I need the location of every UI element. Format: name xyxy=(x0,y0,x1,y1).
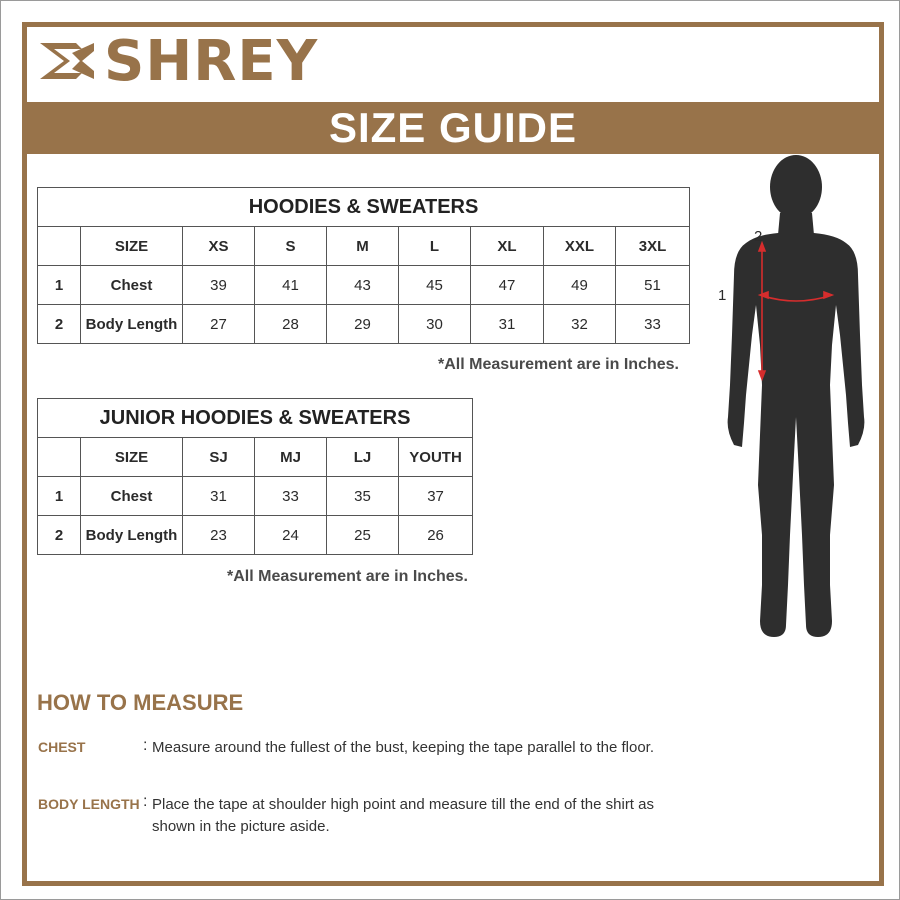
table-row xyxy=(38,477,473,516)
header-cell: XL xyxy=(471,227,544,266)
table-cell: 29 xyxy=(327,305,399,344)
header-cell: XS xyxy=(183,227,255,266)
measurement-note: *All Measurement are in Inches. xyxy=(438,356,679,373)
table-header-row xyxy=(38,227,690,266)
table-cell: 45 xyxy=(399,266,471,305)
table-cell: 51 xyxy=(616,266,690,305)
table-cell: 28 xyxy=(255,305,327,344)
row-label: Chest xyxy=(81,266,183,305)
header-cell: 3XL xyxy=(616,227,690,266)
table-cell: 32 xyxy=(544,305,616,344)
table-row xyxy=(38,516,473,555)
header-cell: SJ xyxy=(183,438,255,477)
brand-logo xyxy=(36,29,319,94)
measurement-note: *All Measurement are in Inches. xyxy=(227,568,468,585)
table-cell: 43 xyxy=(327,266,399,305)
body-length-instruction-line2: shown in the picture aside. xyxy=(152,818,330,835)
table-cell: 26 xyxy=(399,516,473,555)
header-cell: LJ xyxy=(327,438,399,477)
row-number: 1 xyxy=(38,266,81,305)
hoodies-sweaters-table xyxy=(37,187,690,344)
table-row xyxy=(38,305,690,344)
marker-1: 1 xyxy=(718,287,727,304)
chest-instruction: Measure around the fullest of the bust, keeping the tape parallel to the floor. xyxy=(152,739,654,756)
table-cell: 33 xyxy=(255,477,327,516)
header-cell xyxy=(38,227,81,266)
shrey-emblem-icon xyxy=(36,39,98,85)
table-cell: 24 xyxy=(255,516,327,555)
header-cell: YOUTH xyxy=(399,438,473,477)
how-to-measure-title: HOW TO MEASURE xyxy=(37,690,244,715)
table-cell: 31 xyxy=(471,305,544,344)
table-cell: 27 xyxy=(183,305,255,344)
row-number: 1 xyxy=(38,477,81,516)
chest-colon: : xyxy=(143,737,148,754)
table-header-row xyxy=(38,438,473,477)
table-cell: 35 xyxy=(327,477,399,516)
marker-2: 2 xyxy=(754,228,763,245)
table-title: HOODIES & SWEATERS xyxy=(38,188,690,227)
silhouette xyxy=(728,155,865,637)
table-row xyxy=(38,266,690,305)
table-cell: 49 xyxy=(544,266,616,305)
brand-name: SHREY xyxy=(104,29,319,94)
body-length-colon: : xyxy=(143,793,148,810)
row-number: 2 xyxy=(38,516,81,555)
header-cell: L xyxy=(399,227,471,266)
table-cell: 41 xyxy=(255,266,327,305)
table-cell: 39 xyxy=(183,266,255,305)
header-cell: XXL xyxy=(544,227,616,266)
table-cell: 23 xyxy=(183,516,255,555)
body-silhouette-figure xyxy=(716,155,876,645)
row-number: 2 xyxy=(38,305,81,344)
row-label: Chest xyxy=(81,477,183,516)
row-label: Body Length xyxy=(81,516,183,555)
table-cell: 47 xyxy=(471,266,544,305)
row-label: Body Length xyxy=(81,305,183,344)
table-cell: 30 xyxy=(399,305,471,344)
chest-label: CHEST xyxy=(38,739,86,755)
table-cell: 31 xyxy=(183,477,255,516)
size-guide-banner: SIZE GUIDE xyxy=(27,102,879,154)
body-length-label: BODY LENGTH xyxy=(38,796,140,812)
table-title: JUNIOR HOODIES & SWEATERS xyxy=(38,399,473,438)
header-cell: MJ xyxy=(255,438,327,477)
header-cell xyxy=(38,438,81,477)
header-cell: M xyxy=(327,227,399,266)
header-cell: S xyxy=(255,227,327,266)
header-cell: SIZE xyxy=(81,438,183,477)
table-cell: 33 xyxy=(616,305,690,344)
header-cell: SIZE xyxy=(81,227,183,266)
table-cell: 25 xyxy=(327,516,399,555)
junior-hoodies-sweaters-table xyxy=(37,398,473,555)
body-length-instruction-line1: Place the tape at shoulder high point and measure till the end of the shirt as xyxy=(152,796,654,813)
table-cell: 37 xyxy=(399,477,473,516)
